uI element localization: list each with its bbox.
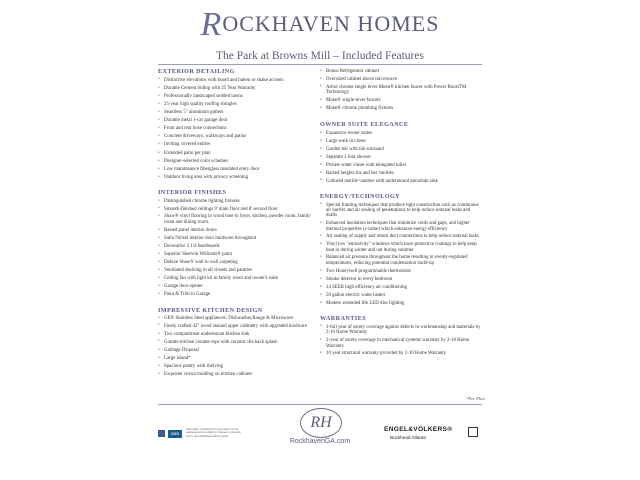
feature-item: • Exquisite crown molding on kitchen cabinets (158, 371, 320, 379)
bbb-label: BBB (170, 431, 179, 436)
feature-item: • Modern extended life LED disc lighting (320, 300, 482, 308)
page-title: The Park at Browns Mill – Included Features (216, 50, 424, 62)
facebook-icon[interactable] (158, 430, 165, 437)
feature-item: • Paint & Trim in Garage (158, 291, 320, 299)
section-gap (320, 186, 482, 193)
section-heading: EXTERIOR DETAILING (158, 68, 235, 75)
section-gap (158, 300, 320, 307)
feature-item: • Outdoor living area with privacy screening (158, 174, 320, 182)
rh-monogram: RH (300, 408, 342, 438)
feature-item: • Expansive owner suites (320, 130, 482, 138)
feature-list (320, 202, 482, 308)
feature-item: • Front and rear hose connections (158, 125, 320, 133)
feature-item: • Low maintenance fiberglass insulated entry door (158, 166, 320, 174)
feature-item: • Air sealing of supply and return duct connections to help reduce internal leaks (320, 234, 482, 242)
feature-item: • Professionally landscaped sodded lawns (158, 93, 320, 101)
bbb-logo (168, 430, 182, 438)
left-column (158, 68, 320, 379)
disclaimer: Information is believed to be accurate, but not warranted and is subject to changes, omissions, errors, and withdrawal without notice. (186, 428, 242, 438)
feature-item: • Decorative 3 1/4 baseboards (158, 243, 320, 251)
feature-list (158, 198, 320, 300)
feature-list (320, 324, 482, 358)
feature-item: • Raised panel interior doors (158, 227, 320, 235)
feature-item: • Balanced air pressure throughout the home resulting in evenly-regulated temperatures, reducing potential condensation build-up (320, 255, 482, 268)
feature-item: • Bonus Refrigerator cabinet (320, 68, 482, 76)
feature-item: • Inviting covered entries (158, 141, 320, 149)
section-gap (158, 182, 320, 189)
feature-item: • Extended patio per plan (158, 150, 320, 158)
feature-item: • Raised heights his and her vanities (320, 170, 482, 178)
section-heading: IMPRESSIVE KITCHEN DESIGN (158, 306, 263, 314)
feature-item: • Garage door opener (158, 283, 320, 291)
feature-item: • Moen® chrome plumbing fixtures (320, 105, 482, 113)
feature-item: • Distinctive elevations with board and batten or shake accents (158, 77, 320, 85)
feature-item: • Cultured marble vanities with undermount porcelain sink (320, 178, 482, 186)
feature-item: • 2-year of surety coverage in mechanical systems warranty by 2-10 Home Warranty (320, 338, 482, 351)
feature-item: • 25-year high quality roofing shingles (158, 101, 320, 109)
agency-logo: ENGEL&VÖLKERS® (384, 426, 453, 433)
feature-list (320, 130, 482, 186)
feature-list (158, 316, 320, 380)
feature-sheet (150, 0, 490, 480)
feature-item: • 1-full year of surety coverage against defects in workmanship and materials by 2-10 Home Warranty (320, 324, 482, 337)
section-heading: OWNER SUITE ELEGANCE (320, 120, 409, 128)
feature-item: • Shaw® vinyl flooring in wood tone in foyer, kitchen, powder room, family room and dining room. (158, 214, 320, 227)
equal-housing-icon (468, 427, 478, 437)
feature-item: • Arbor chrome single lever Moen® kitchen faucet with Power BoostTM Technology (320, 84, 482, 97)
feature-item: • Seamless 5" aluminum gutters (158, 109, 320, 117)
feature-item: • Oversized cabinet above microwave (320, 76, 482, 84)
feature-item: • Enhanced insulation techniques that minimize voids and gaps, and higher thermal properties (r-value) which enhances energy efficiency (320, 221, 482, 234)
feature-item: • Durable metal 1-car garage door (158, 117, 320, 125)
feature-item: • Designer-selected color schemes (158, 158, 320, 166)
footer-divider (158, 404, 482, 405)
feature-item: • Garden tub with tile surround (320, 146, 482, 154)
feature-item: • 50 gallon electric water heater (320, 292, 482, 300)
feature-item: • Vinyl low "emissivity" windows which have protective coatings to help keep heat in during winter and out during summer (320, 242, 482, 255)
feature-item: • GE® Stainless Steel appliances: Dishwasher,Range & Microwave (158, 316, 320, 324)
brand-logo (150, 6, 490, 44)
feature-item: • Durable Cement Siding with 25 Year Warranty (158, 85, 320, 93)
website-link[interactable]: RockhavenGA.com (289, 438, 351, 445)
section-gap (320, 114, 482, 121)
feature-item: • Ceiling fan with light kit in family room and owner's suite (158, 276, 320, 284)
section-heading: INTERIOR FINISHES (158, 188, 227, 196)
title-divider (158, 64, 482, 65)
feature-item: • Concrete driveways, walkways and patios (158, 133, 320, 141)
feature-item: • Spacious pantry with shelving (158, 363, 320, 371)
section-heading: WARRANTIES (320, 315, 366, 323)
feature-item: • 14 SEER high efficiency air conditioning (320, 284, 482, 292)
right-column (320, 68, 482, 359)
feature-item: • Two Honeywell programmable thermostats (320, 268, 482, 276)
feature-item: • Large walk in closet (320, 138, 482, 146)
feature-list (320, 68, 482, 114)
feature-item: • Large island* (158, 355, 320, 363)
feature-item: • Distinguished chrome lighting fixtures (158, 198, 320, 206)
feature-item: • Granite kitchen counter tops with ceramic tile back splash (158, 339, 320, 347)
agency-location: Buckhead Atlanta (390, 435, 426, 440)
brand-name: OCKHAVEN HOMES (222, 11, 440, 36)
feature-item: • Separate 3 foot shower (320, 154, 482, 162)
section-gap (320, 308, 482, 315)
feature-item: • 10 year structural warranty provided by 2-10 Home Warranty (320, 351, 482, 359)
feature-item: • Private water closet with elongated toilet (320, 162, 482, 170)
feature-item: • Smoke detector in every bedroom (320, 276, 482, 284)
per-plan-note: *Per Plan (466, 396, 485, 401)
feature-list (158, 77, 320, 182)
feature-item: • Finely crafted 42" wood stained upper cabinetry with upgraded hardware (158, 323, 320, 331)
feature-item: • Satin Nickel interior door hardware throughout (158, 235, 320, 243)
feature-item: • Ventilated shelving in all closets and pantries (158, 267, 320, 275)
feature-item: • Deluxe Shaw® wall to wall carpeting (158, 259, 320, 267)
feature-item: • Moen® single-lever faucets (320, 97, 482, 105)
section-heading: ENERGY/TECHNOLOGY (320, 192, 401, 200)
feature-item: • Two compartment undermount kitchen sink (158, 331, 320, 339)
feature-item: • Special framing techniques that produce tight construction such as continuous air barrier and air sealing of penetrations to help reduce internal leaks and drafts (320, 202, 482, 221)
feature-item: • Superior Sherwin Williams® paint (158, 251, 320, 259)
feature-item: • Garbage Disposal (158, 347, 320, 355)
feature-item: • Smooth-finished ceilings 9' main floor and 8' second floor (158, 206, 320, 214)
brand-initial: R (200, 6, 223, 43)
